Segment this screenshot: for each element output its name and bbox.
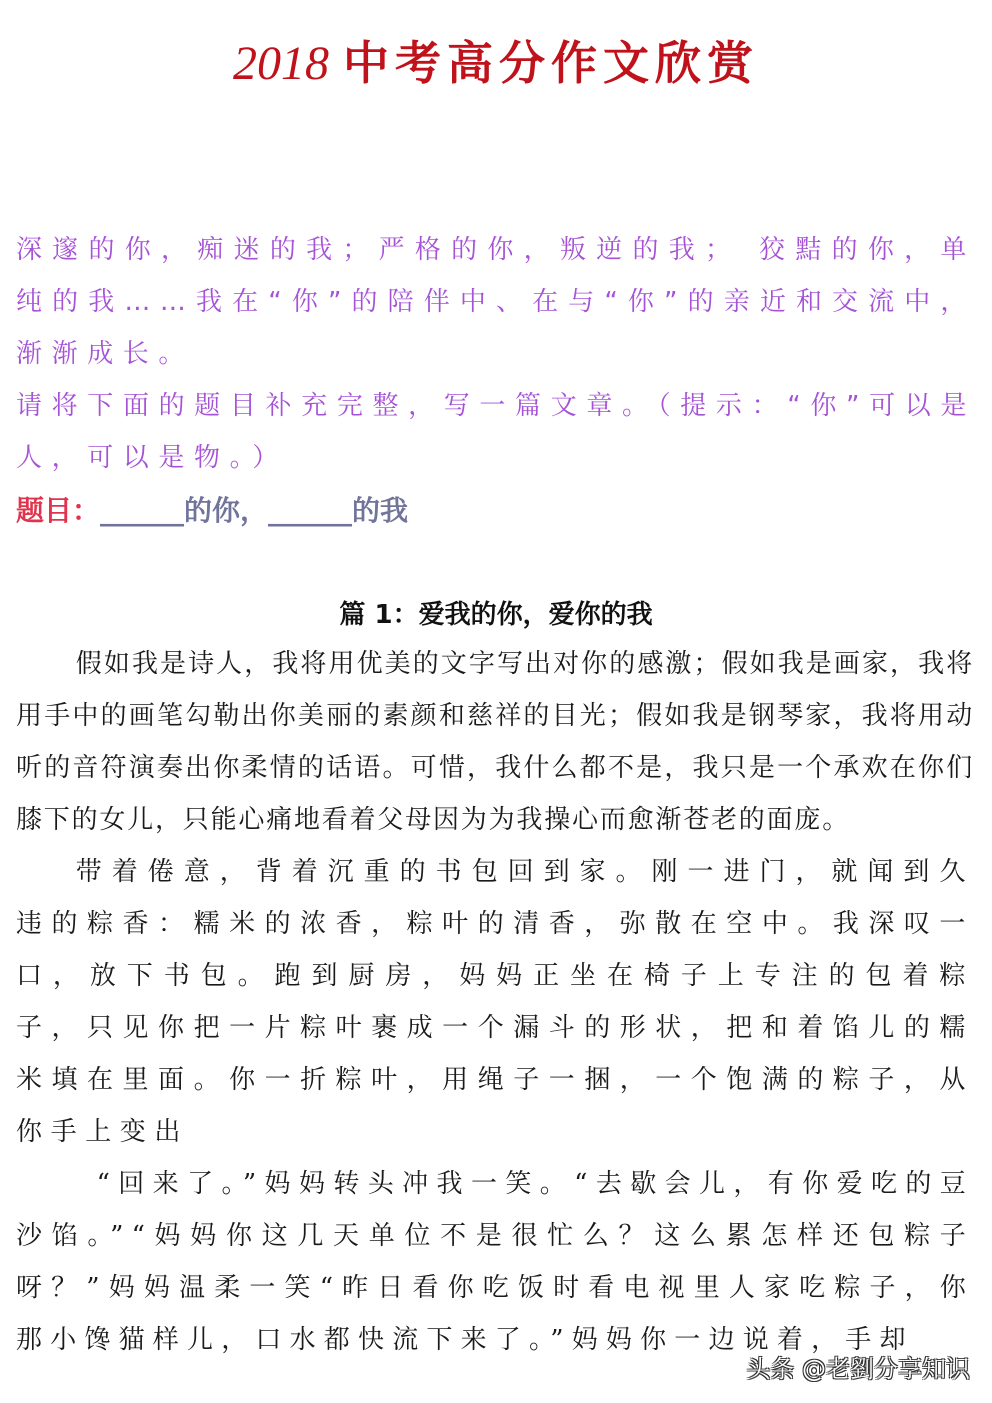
title-year: 2018 [233, 37, 329, 90]
prompt-paragraph: 深邃的你，痴迷的我；严格的你，叛逆的我； 狡黠的你，单纯的我……我在“你”的陪伴中、在与“你”的亲近和交流中，渐渐成长。 [16, 235, 976, 369]
topic-label: 题目： [16, 494, 101, 527]
essay-prompt [16, 224, 976, 484]
essay-paragraph: “回来了。”妈妈转头冲我一笑。“去歇会儿，有你爱吃的豆沙馅。”“妈妈你这几天单位不是很忙么？这么累怎样还包粽子呀？”妈妈温柔一笑“昨日看你吃饭时看电视里人家吃粽子，你那小馋猫样儿，口水都快流下来了。”妈妈你一边说着，手却 [16, 1169, 974, 1355]
essay-paragraph: 假如我是诗人，我将用优美的文字写出对你的感激；假如我是画家，我将用手中的画笔勾勒出你美丽的素颜和慈祥的目光；假如我是钢琴家，我将用动听的音符演奏出你柔情的话语。可惜，我什么都不是，我只是一个承欢在你们膝下的女儿，只能心痛地看着父母因为为我操心而愈渐苍老的面庞。 [16, 649, 974, 835]
essay-heading: 篇 1：爱我的你，爱你的我 [339, 600, 653, 630]
essay-body [16, 638, 974, 1366]
topic-blank: ______的你，______的我 [100, 494, 409, 527]
essay-paragraph: 带着倦意，背着沉重的书包回到家。刚一进门，就闻到久违的粽香：糯米的浓香，粽叶的清香，弥散在空中。我深叹一口，放下书包。跑到厨房，妈妈正坐在椅子上专注的包着粽子，只见你把一片粽叶裹成一个漏斗的形状，把和着馅儿的糯米填在里面。你一折粽叶，用绳子一捆，一个饱满的粽子，从你手上变出 [16, 857, 974, 1147]
title-text: 中考高分作文欣赏 [343, 36, 759, 90]
watermark: 头条 @老劉分享知识 [746, 1355, 970, 1383]
topic-line [16, 486, 408, 536]
document-title [0, 28, 992, 99]
prompt-instruction: 请将下面的题目补充完整，写一篇文章。（提示：“你”可以是人，可以是物。） [16, 391, 976, 473]
